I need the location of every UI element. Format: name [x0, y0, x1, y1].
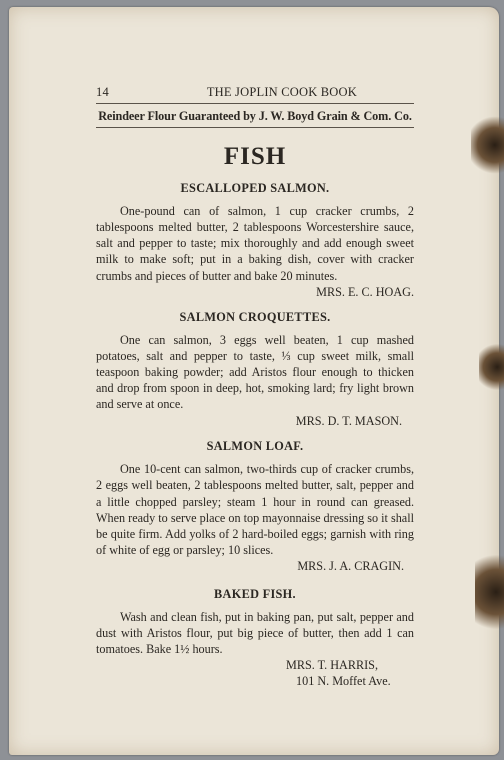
burn-mark [475, 547, 504, 637]
recipe-signature: MRS. J. A. CRAGIN. [297, 558, 404, 573]
book-title: THE JOPLIN COOK BOOK [206, 85, 357, 99]
advertisement-line: Reindeer Flour Guaranteed by J. W. Boyd Grain & Com. Co. [98, 109, 412, 124]
page-number: 14 [96, 85, 109, 99]
burn-mark [479, 342, 504, 392]
recipe-salmon-croquettes [96, 309, 414, 430]
recipe-signature: MRS. E. C. HOAG. [316, 284, 414, 299]
recipe-signature: MRS. D. T. MASON. [295, 414, 402, 429]
recipe-baked-fish [96, 586, 414, 689]
header-rule [96, 103, 414, 104]
burn-mark [471, 115, 504, 175]
running-header [96, 84, 414, 100]
recipe-signature: MRS. T. HARRIS, [286, 658, 378, 673]
page-content [96, 84, 414, 698]
recipe-title: BAKED FISH. [214, 586, 296, 601]
recipe-text: One can salmon, 3 eggs well beaten, 1 cup mashed potatoes, salt and pepper to taste, ⅓ cup sweet milk, small teaspoon baking powder; add Aristos flour enough to thicken and drop from spoon in deep, hot, smoking lard; fry light brown and serve at once. [96, 332, 414, 412]
advertisement-rule [96, 127, 414, 128]
recipe-salmon-loaf [96, 438, 414, 574]
recipe-title: SALMON LOAF. [206, 439, 304, 454]
section-title: FISH [223, 143, 287, 171]
recipe-text: One 10-cent can salmon, two-thirds cup of cracker crumbs, 2 eggs well beaten, 2 tablespoons melted butter, salt, pepper and a little chopped parsley; steam 1 hour in round can greased. When ready to serve place on top mayonnaise dressing so it shall be quite firm. Add yolks of 2 hard-boiled eggs; garnish with ring of white of egg or parsley; 10 slices. MRS. J. A. CRAGIN. [96, 462, 414, 573]
recipe-text: Wash and clean fish, put in baking pan, put salt, pepper and dust with Aristos flour, put big piece of butter, then add 1 can tomatoes. Bake 1½ hours. [96, 609, 414, 657]
recipe-text: One-pound can of salmon, 1 cup cracker crumbs, 2 tablespoons melted butter, 2 tablespoons Worcestershire sauce, salt and pepper to taste; mix thoroughly and add enough sweet milk to make soft; put in a baking dish, cover with cracker crumbs and pieces of butter and bake 20 minutes. MRS. E. C. HOAG. [96, 204, 414, 299]
recipe-address: 101 N. Moffet Ave. [296, 674, 391, 689]
recipe-title: ESCALLOPED SALMON. [180, 181, 330, 196]
recipe-title: SALMON CROQUETTES. [179, 309, 331, 324]
recipe-signature-block [286, 657, 414, 689]
recipe-escalloped-salmon [96, 180, 414, 300]
book-page [9, 7, 499, 755]
